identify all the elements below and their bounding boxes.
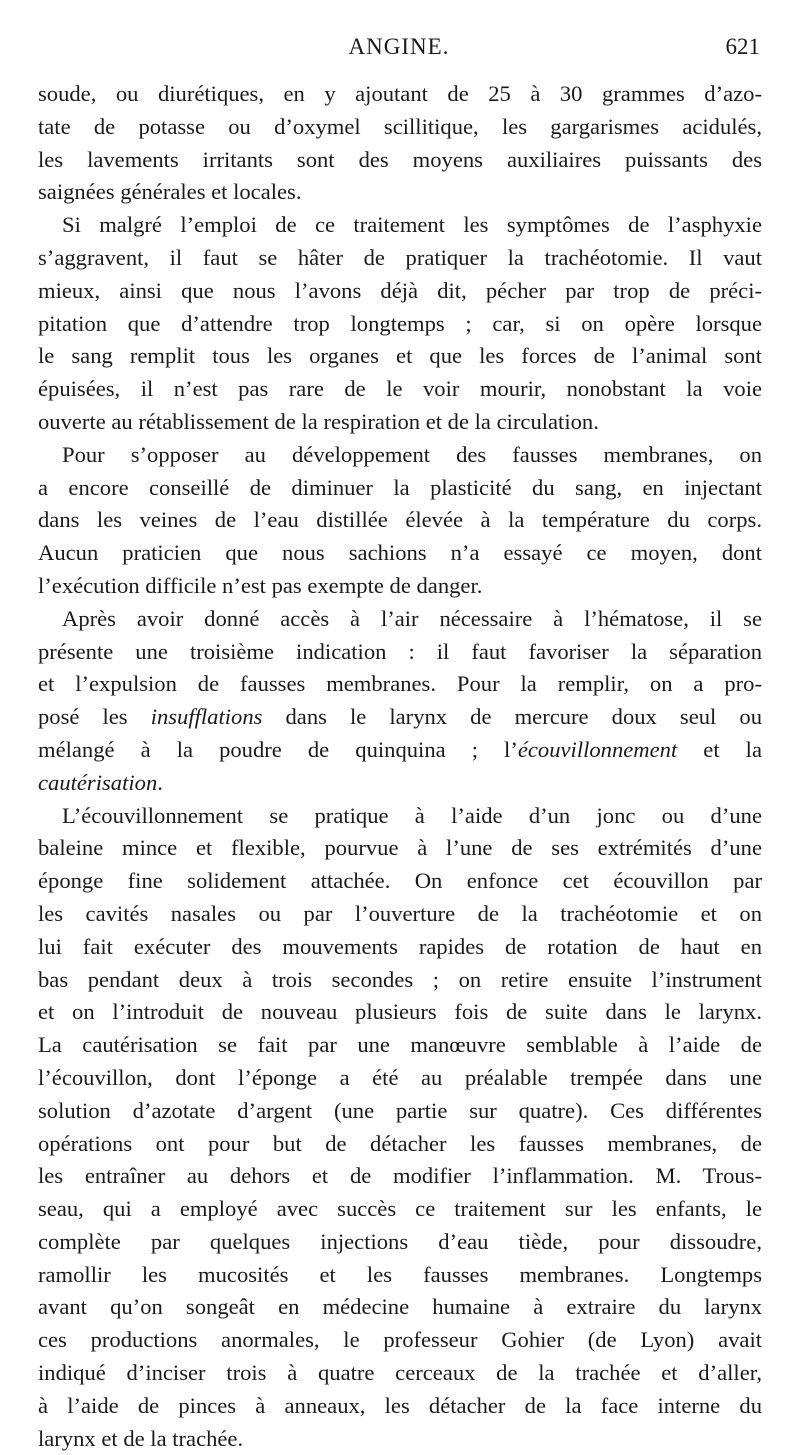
text-line: soude, ou diurétiques, en y ajoutant de 25 à 30 grammes d’azo-: [38, 81, 762, 106]
text-line: saignées générales et locales.: [38, 179, 302, 205]
text-line: ouverte au rétablissement de la respiration et de la circulation.: [38, 408, 599, 434]
italic-term: cautérisation: [38, 769, 158, 795]
text-line: [38, 734, 762, 767]
text-run: posé les: [38, 704, 151, 730]
text-line: solution d’azotate d’argent (une partie sur quatre). Ces différentes: [38, 1097, 762, 1123]
text-line: les lavements irritants sont des moyens auxiliaires puissants des: [38, 146, 762, 172]
text-run: dans le larynx de mercure doux seul ou: [262, 704, 763, 730]
text-line: le sang remplit tous les organes et que les forces de l’animal sont: [38, 343, 762, 369]
text-line: l’écouvillon, dont l’éponge a été au préalable trempée dans une: [38, 1064, 762, 1090]
text-line: et on l’introduit de nouveau plusieurs fois de suite dans le larynx.: [38, 999, 762, 1025]
text-line: dans les veines de l’eau distillée élevée à la température du corps.: [38, 507, 762, 533]
text-line: les entraîner au dehors et de modifier l’inflammation. M. Trous-: [38, 1163, 762, 1189]
text-line: les cavités nasales ou par l’ouverture de la trachéotomie et on: [38, 900, 762, 926]
page-body: [38, 78, 762, 1455]
text-line: a encore conseillé de diminuer la plasticité du sang, en injectant: [38, 474, 762, 500]
text-run: mélangé à la poudre de quinquina ; l’: [38, 736, 518, 762]
page-number: 621: [725, 34, 760, 59]
text-line: L’écouvillonnement se pratique à l’aide d’un jonc ou d’une: [62, 802, 762, 828]
text-line: [38, 767, 762, 800]
text-line: éponge fine solidement attachée. On enfonce cet écouvillon par: [38, 868, 762, 894]
italic-term: écouvillonnement: [517, 736, 678, 762]
text-line: Si malgré l’emploi de ce traitement les symptômes de l’asphyxie: [62, 212, 762, 238]
text-line: l’exécution difficile n’est pas exempte de danger.: [38, 572, 483, 598]
text-line: larynx et de la trachée.: [38, 1425, 244, 1451]
text-run: et la: [677, 736, 762, 762]
text-line: Après avoir donné accès à l’air nécessaire à l’hématose, il se: [62, 605, 762, 631]
text-line: Aucun praticien que nous sachions n’a essayé ce moyen, dont: [38, 540, 762, 566]
text-line: à l’aide de pinces à anneaux, les détacher de la face interne du: [38, 1392, 762, 1418]
text-line: bas pendant deux à trois secondes ; on retire ensuite l’instrument: [38, 966, 762, 992]
running-head: [38, 30, 760, 64]
text-line: [38, 701, 762, 734]
text-line: lui fait exécuter des mouvements rapides de rotation de haut en: [38, 933, 762, 959]
text-line: tate de potasse ou d’oxymel scillitique, les gargarismes acidulés,: [38, 113, 762, 139]
text-line: opérations ont pour but de détacher les fausses membranes, de: [38, 1130, 762, 1156]
text-line: avant qu’on songeât en médecine humaine à extraire du larynx: [38, 1294, 762, 1320]
text-line: baleine mince et flexible, pourvue à l’une de ses extrémités d’une: [38, 835, 762, 861]
italic-term: insufflations: [150, 704, 263, 730]
text-line: La cautérisation se fait par une manœuvre semblable à l’aide de: [38, 1032, 762, 1058]
paragraph-2: [38, 209, 762, 439]
text-line: seau, qui a employé avec succès ce traitement sur les enfants, le: [38, 1196, 762, 1222]
text-run: .: [157, 769, 163, 795]
text-line: indiqué d’inciser trois à quatre cerceaux de la trachée et d’aller,: [38, 1360, 762, 1386]
text-line: complète par quelques injections d’eau tiède, pour dissoudre,: [38, 1228, 762, 1254]
text-line: Pour s’opposer au développement des fausses membranes, on: [62, 441, 762, 467]
paragraph-5: [38, 800, 762, 1455]
paragraph-3: [38, 439, 762, 603]
text-line: ramollir les mucosités et les fausses membranes. Longtemps: [38, 1261, 762, 1287]
text-line: s’aggravent, il faut se hâter de pratiquer la trachéotomie. Il vaut: [38, 244, 762, 270]
text-line: présente une troisième indication : il faut favoriser la séparation: [38, 638, 762, 664]
paragraph-4: [38, 603, 762, 800]
text-line: ces productions anormales, le professeur Gohier (de Lyon) avait: [38, 1327, 762, 1353]
text-line: et l’expulsion de fausses membranes. Pour la remplir, on a pro-: [38, 671, 762, 697]
running-title: ANGINE.: [348, 34, 450, 59]
text-line: pitation que d’attendre trop longtemps ; car, si on opère lorsque: [38, 310, 762, 336]
paragraph-1: [38, 78, 762, 209]
text-line: épuisées, il n’est pas rare de le voir mourir, nonobstant la voie: [38, 376, 762, 402]
text-line: mieux, ainsi que nous l’avons déjà dit, pécher par trop de préci-: [38, 277, 762, 303]
